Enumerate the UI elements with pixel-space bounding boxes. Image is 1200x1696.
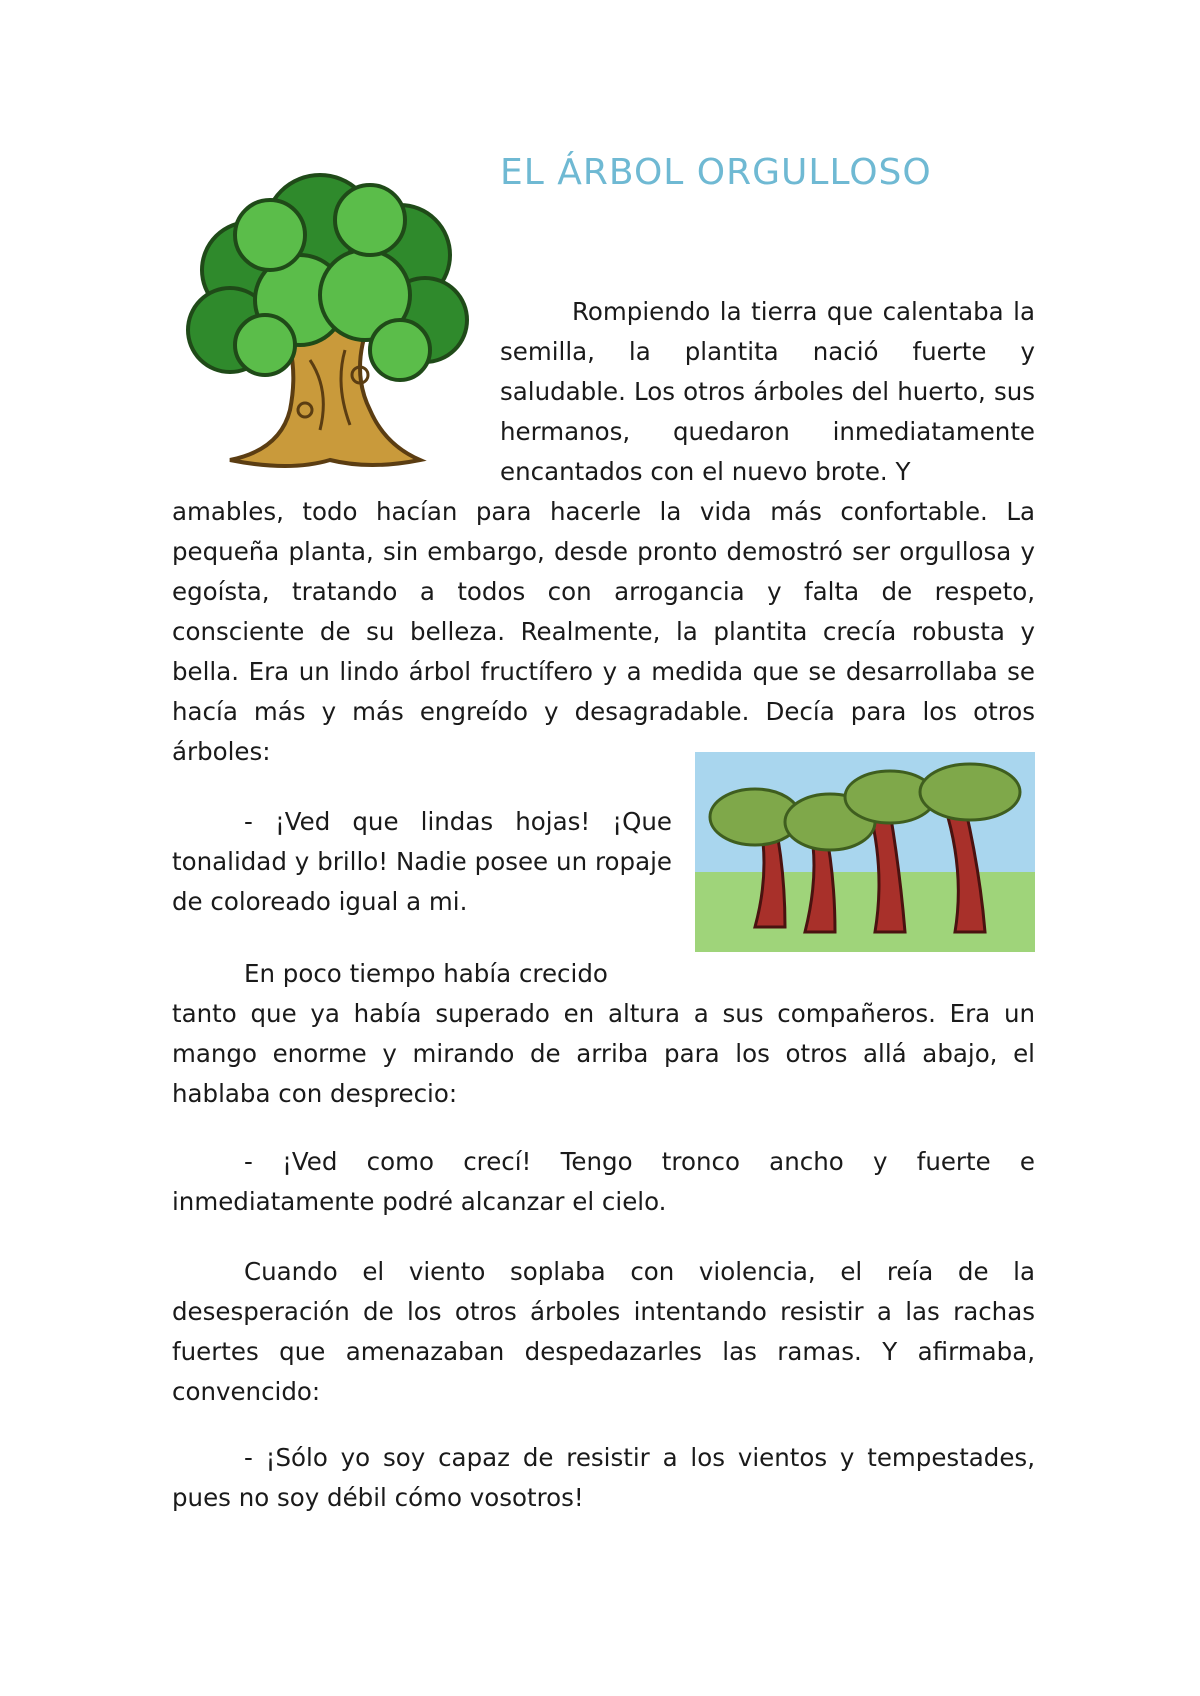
paragraph-1-beside-image: Rompiendo la tierra que calentaba la semilla, la plantita nació fuerte y saludable. Los otros árboles del huerto, sus hermanos, quedaron inmediatamente encantados con el nuevo brote. Y <box>500 297 1035 486</box>
paragraph-2-beside-image: En poco tiempo había crecido <box>244 959 608 988</box>
forest-illustration <box>695 752 1035 952</box>
paragraph-1-continued: amables, todo hacían para hacerle la vida más confortable. La pequeña planta, sin embargo, desde pronto demostró ser orgullosa y egoísta, tratando a todos con arrogancia y falta de respeto, consciente de su belleza. Realmente, la plantita crecía robusta y bella. Era un lindo árbol fructífero y a medida que se desarrollaba se hacía más y más engreído y desagradable. Decía para los otros árboles: <box>172 497 1035 766</box>
quote-1: - ¡Ved que lindas hojas! ¡Que tonalidad y brillo! Nadie posee un ropaje de coloreado igual a mi. <box>172 807 672 916</box>
paragraph-3: Cuando el viento soplaba con violencia, el reía de la desesperación de los otros árboles intentando resistir a las rachas fuertes que amenazaban despedazarles las ramas. Y afirmaba, convencido: <box>172 1257 1035 1406</box>
document-title: EL ÁRBOL ORGULLOSO <box>500 152 932 193</box>
paragraph-2-continued: tanto que ya había superado en altura a sus compañeros. Era un mango enorme y mirando de arriba para los otros allá abajo, el hablaba con desprecio: <box>172 999 1035 1108</box>
quote-2: - ¡Ved como crecí! Tengo tronco ancho y fuerte e inmediatamente podré alcanzar el cielo. <box>172 1147 1035 1216</box>
tree-illustration <box>170 160 480 480</box>
quote-3: - ¡Sólo yo soy capaz de resistir a los vientos y tempestades, pues no soy débil cómo vosotros! <box>172 1443 1035 1512</box>
